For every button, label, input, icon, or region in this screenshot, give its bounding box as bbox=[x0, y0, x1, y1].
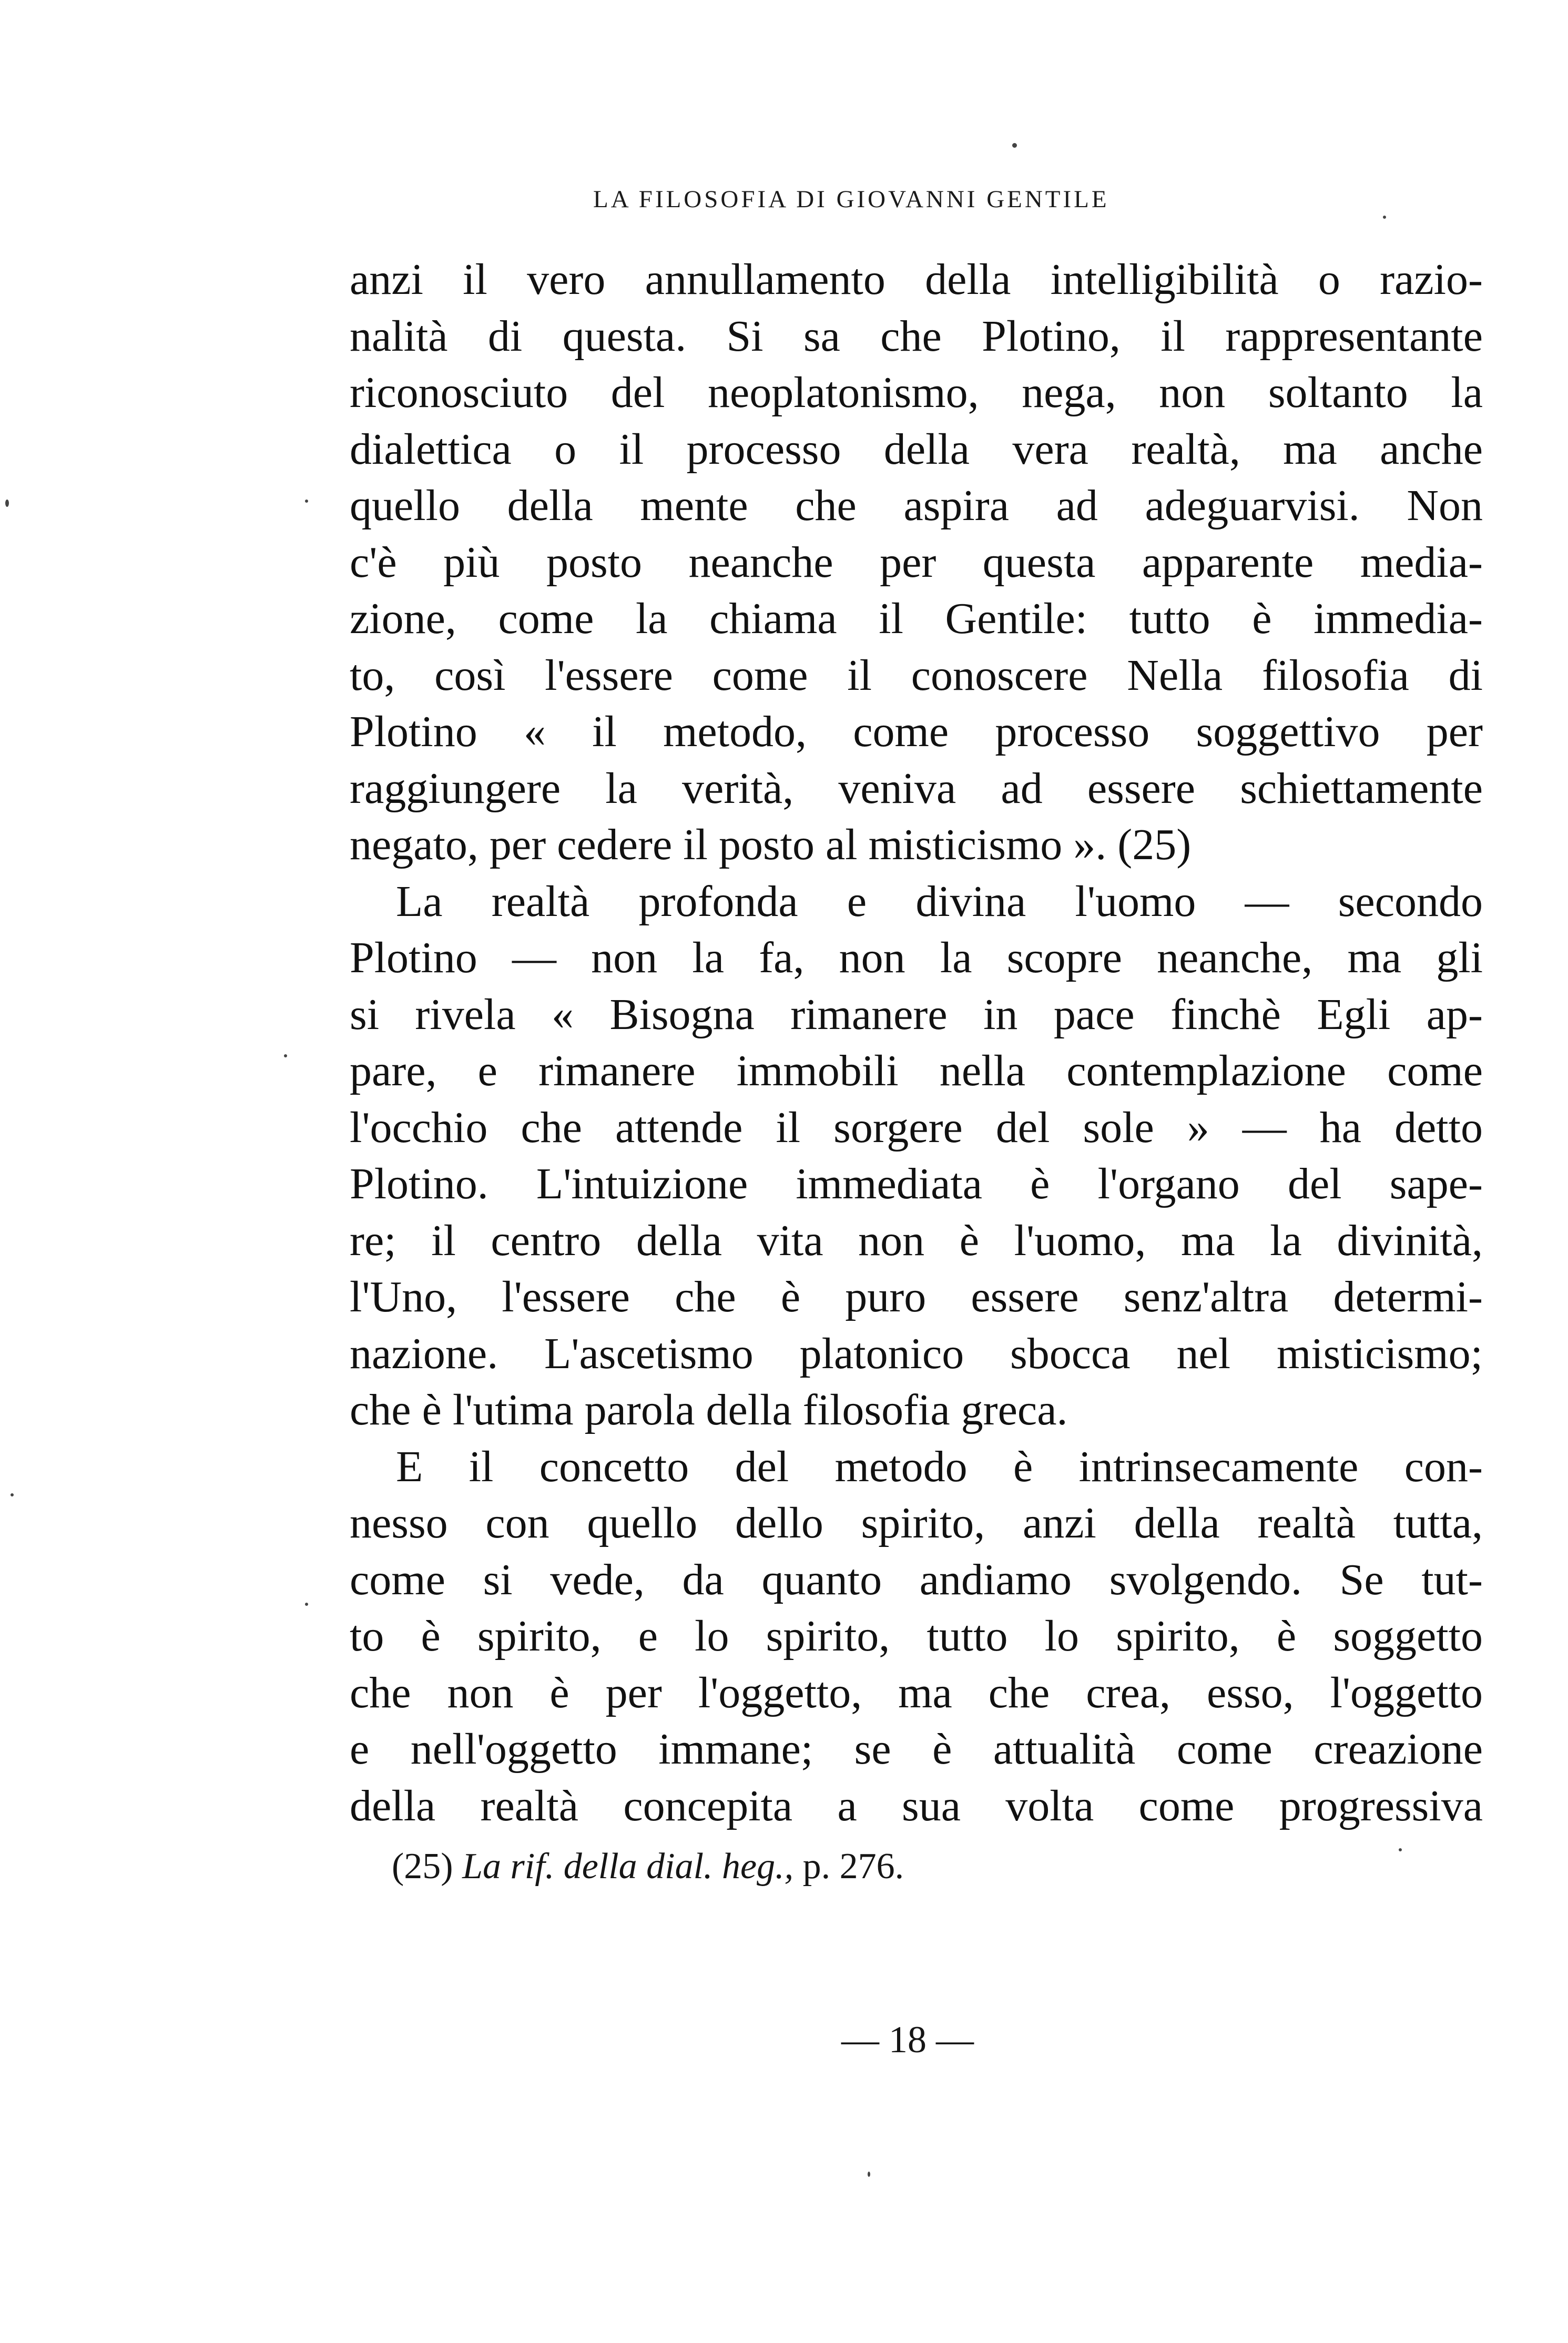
text-line: Plotino — non la fa, non la scopre neanche, ma gli bbox=[350, 933, 1483, 982]
scan-speck bbox=[305, 1603, 308, 1606]
footnote-page-ref: p. 276. bbox=[802, 1846, 904, 1887]
text-line: e nell'oggetto immane; se è attualità come creazione bbox=[350, 1725, 1483, 1774]
text-line: to, così l'essere come il conoscere Nella filosofia di bbox=[350, 650, 1483, 700]
scan-speck bbox=[284, 1054, 287, 1057]
text-line: nazione. L'ascetismo platonico sbocca nel misticismo; bbox=[350, 1329, 1483, 1378]
text-line: della realtà concepita a sua volta come progressiva bbox=[350, 1781, 1483, 1830]
footnote-number: (25) bbox=[392, 1846, 453, 1887]
running-head: LA FILOSOFIA DI GIOVANNI GENTILE bbox=[593, 186, 1109, 213]
scan-speck bbox=[5, 500, 9, 507]
text-line: La realtà profonda e divina l'uomo — secondo bbox=[396, 877, 1483, 926]
body-text bbox=[350, 251, 1483, 1834]
scan-speck bbox=[11, 1493, 14, 1496]
text-line: re; il centro della vita non è l'uomo, ma la divinità, bbox=[350, 1216, 1483, 1265]
text-line: l'occhio che attende il sorgere del sole » — ha detto bbox=[350, 1103, 1483, 1152]
scan-speck bbox=[1399, 1848, 1402, 1851]
text-line: dialettica o il processo della vera realtà, ma anche bbox=[350, 424, 1483, 474]
text-line: negato, per cedere il posto al misticismo ». (25) bbox=[350, 820, 1192, 869]
footnote-title: La rif. della dial. heg., bbox=[462, 1846, 794, 1887]
text-line: raggiungere la verità, veniva ad essere schiettamente bbox=[350, 763, 1483, 813]
text-line: zione, come la chiama il Gentile: tutto è immedia- bbox=[350, 594, 1483, 643]
text-line: quello della mente che aspira ad adeguarvisi. Non bbox=[350, 481, 1483, 530]
text-line: l'Uno, l'essere che è puro essere senz'altra determi- bbox=[350, 1272, 1483, 1321]
text-line: to è spirito, e lo spirito, tutto lo spirito, è soggetto bbox=[350, 1612, 1483, 1661]
page-number: — 18 — bbox=[841, 2019, 974, 2061]
text-line: come si vede, da quanto andiamo svolgendo. Se tut- bbox=[350, 1555, 1483, 1604]
text-line: riconosciuto del neoplatonismo, nega, non soltanto la bbox=[350, 368, 1483, 417]
text-line: che è l'utima parola della filosofia greca. bbox=[350, 1386, 1068, 1434]
text-line: Plotino « il metodo, come processo soggettivo per bbox=[350, 707, 1483, 756]
text-line: E il concetto del metodo è intrinsecamente con- bbox=[396, 1442, 1483, 1491]
text-line: pare, e rimanere immobili nella contemplazione come bbox=[350, 1046, 1483, 1095]
text-line: si rivela « Bisogna rimanere in pace finchè Egli ap- bbox=[350, 990, 1483, 1039]
scan-speck bbox=[1012, 143, 1017, 148]
footnote bbox=[392, 1846, 904, 1888]
text-line: Plotino. L'intuizione immediata è l'organo del sape- bbox=[350, 1159, 1483, 1208]
text-line: nesso con quello dello spirito, anzi della realtà tutta, bbox=[350, 1499, 1483, 1547]
scan-speck bbox=[1383, 216, 1386, 219]
text-line: che non è per l'oggetto, ma che crea, esso, l'oggetto bbox=[350, 1668, 1483, 1717]
text-line: c'è più posto neanche per questa apparente media- bbox=[350, 537, 1483, 587]
scan-speck bbox=[868, 2172, 870, 2177]
text-line: nalità di questa. Si sa che Plotino, il rappresentante bbox=[350, 311, 1483, 361]
scan-speck bbox=[305, 500, 308, 503]
text-line: anzi il vero annullamento della intelligibilità o razio- bbox=[350, 255, 1483, 304]
